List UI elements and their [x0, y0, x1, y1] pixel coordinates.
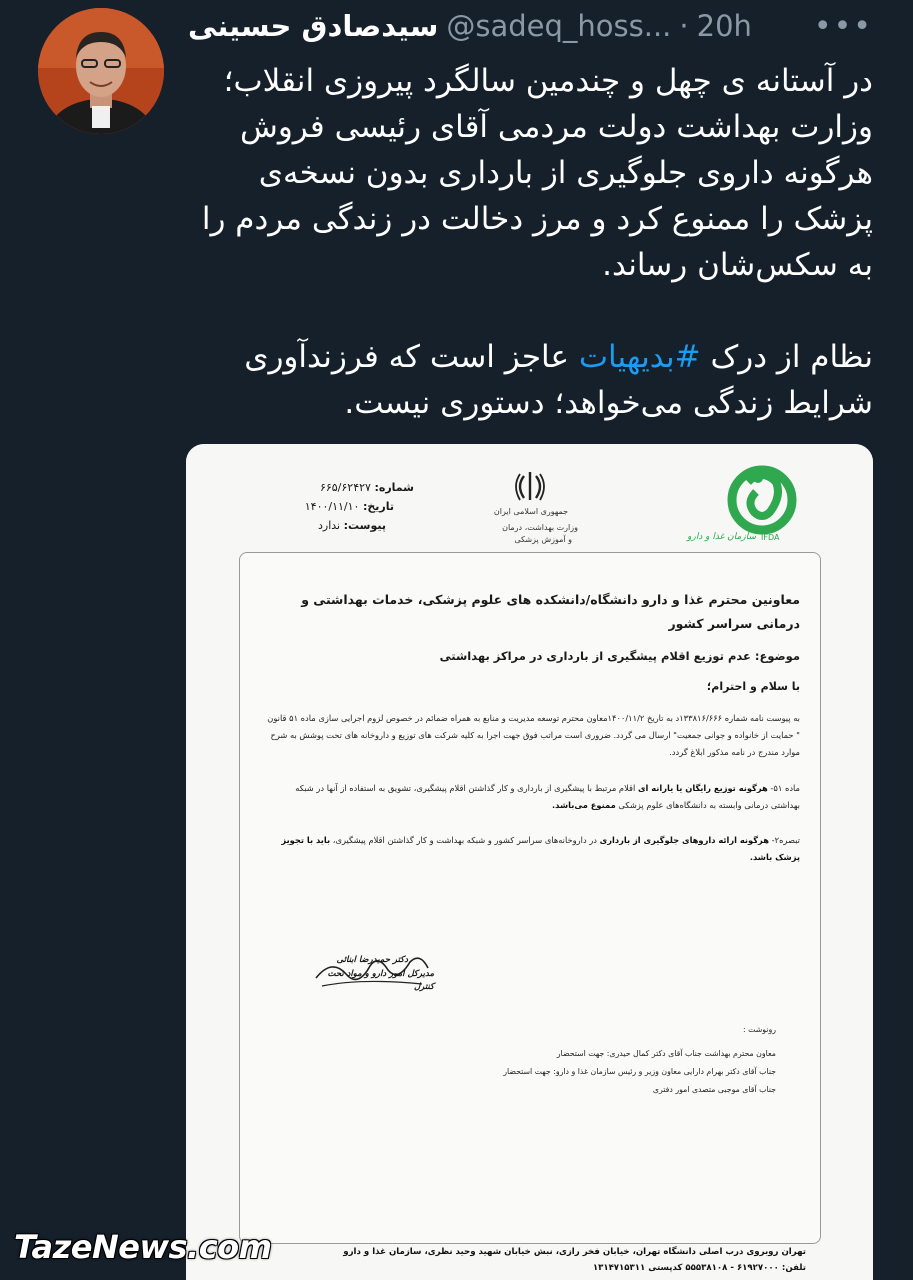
- letter-number-label: شماره:: [374, 481, 414, 494]
- ministry-label-2: و آموزش پزشکی: [514, 535, 572, 544]
- cc-line-3: جناب آقای موجبی متصدی امور دفتری: [652, 1085, 776, 1094]
- letter-date-label: تاریخ:: [362, 500, 394, 513]
- cc-line-2: جناب آقای دکتر بهرام دارایی معاون وزیر و رئیس سازمان غذا و دارو: جهت استحضار: [503, 1067, 776, 1076]
- tweet-paragraph-2: [186, 334, 873, 426]
- tweet-paragraph-2-end: عاجز است که فرزندآوری شرایط زندگی می‌خواهد؛ دستوری نیست.: [244, 339, 873, 421]
- p3-bold: هرگونه ارائه داروهای جلوگیری از بارداری: [599, 835, 769, 845]
- ministry-label-1: وزارت بهداشت، درمان: [502, 523, 578, 532]
- tweet-text-2: [186, 334, 873, 426]
- letter-footer-phone: تلفن: ۶۱۹۲۷۰۰۰ - ۵۵۵۳۸۱۰۸ کدپستی ۱۳۱۴۷۱۵۳۱۱: [592, 1263, 806, 1273]
- signature-name: دکتر حمیدرضا ابنائی: [336, 955, 408, 965]
- author-display-name[interactable]: سیدصادق حسینی: [188, 9, 439, 43]
- p3-bold-end: باید با تجویز پزشک باشد.: [281, 835, 800, 862]
- letter-footer-address: تهران روبروی درب اصلی دانشگاه تهران، خیابان فخر رازی، نبش خیابان شهید وحید نظری، سازمان غذا و دارو: [343, 1247, 806, 1257]
- tweet-paragraph-1: در آستانه ی چهل و چندمین سالگرد پیروزی انقلاب؛ وزارت بهداشت دولت مردمی آقای رئیسی فروش هرگونه داروی جلوگیری از بارداری بدون نسخه‌ی پزشک را ممنوع کرد و مرز دخالت در زندگی مردم را به سکس‌شان رساند.: [201, 63, 873, 283]
- more-horizontal-icon[interactable]: •••: [813, 8, 873, 44]
- republic-label: جمهوری اسلامی ایران: [493, 507, 569, 516]
- iran-emblem-icon: [512, 468, 548, 504]
- tweet-text: [186, 58, 873, 288]
- tweet-timestamp[interactable]: 20h: [696, 9, 752, 43]
- signature-title: مدیرکل امور دارو و مواد تحت کنترل: [327, 969, 434, 992]
- header-separator: ·: [679, 9, 689, 43]
- cc-title: رونوشت :: [742, 1025, 776, 1034]
- tweet-media-image[interactable]: [186, 444, 873, 1280]
- letter-recipient: معاونین محترم غذا و دارو دانشگاه/دانشکده های علوم پزشکی، خدمات بهداشتی و درمانی سراسر کشور: [301, 592, 800, 631]
- letter-greeting: با سلام و احترام؛: [706, 680, 800, 693]
- letter-number-value: ۶۶۵/۶۲۴۲۷: [319, 481, 371, 494]
- site-watermark: TazeNews.com: [14, 1228, 272, 1266]
- letter-date-value: ۱۴۰۰/۱۱/۱۰: [304, 500, 360, 513]
- letter-paragraph-3: [266, 832, 800, 866]
- letter-attachment-label: پیوست:: [343, 519, 386, 532]
- fda-logo-abbr: IFDA: [761, 533, 780, 542]
- letter-date-line: [274, 498, 394, 515]
- p2-mid: اقلام مرتبط با پیشگیری از بارداری و کار گذاشتن اقلام پیشگیری، تشویق به استفاده از آنها در شبکه بهداشتی درمانی وابسته به دانشگاه‌های علوم پزشکی: [295, 783, 800, 810]
- p2-start: ماده ۵۱-: [767, 783, 800, 793]
- p2-bold-end: ممنوع می‌باشد.: [552, 800, 616, 810]
- p3-mid: در داروخانه‌های سراسر کشور و شبکه بهداشت و کار گذاشتن اقلام پیشگیری،: [330, 835, 600, 845]
- letter-subject: موضوع: عدم توزیع اقلام پیشگیری از بارداری در مراکز بهداشتی: [439, 649, 800, 663]
- author-avatar[interactable]: [38, 8, 164, 134]
- letter-paragraph-1: به پیوست نامه شماره ۱۳۳۸۱۶/۶۶۶د به تاریخ ۱۴۰۰/۱۱/۲معاون محترم توسعه مدیریت و منابع به همراه ضمائم در خصوص لزوم اجرایی سازی ماده ۵۱ قانون " حمایت از خانواده و جوانی جمعیت" ارسال می گردد. ضروری است مراتب فوق جهت اجرا به کلیه شرکت های توزیع و داروخانه های تحت پوشش به شرح موارد مندرج در نامه مذکور ابلاغ گردد.: [267, 713, 800, 757]
- letter-paragraph-2: [266, 780, 800, 814]
- letter-number-line: [274, 479, 414, 496]
- p2-bold: هرگونه توزیع رایگان یا یارانه ای: [637, 783, 768, 793]
- cc-line-1: معاون محترم بهداشت جناب آقای دکتر کمال حیدری: جهت استحضار: [556, 1049, 776, 1058]
- author-handle[interactable]: @sadeq_hoss...: [446, 9, 672, 43]
- tweet-paragraph-2-start: نظام از درک: [700, 339, 873, 375]
- hashtag-link[interactable]: #بدیهیات: [578, 339, 701, 375]
- fda-logo-caption: سازمان غذا و دارو: [687, 532, 756, 542]
- letter-attachment-value: ندارد: [318, 519, 341, 532]
- letter-attachment-line: [274, 517, 386, 534]
- p3-start: تبصره۲-: [768, 835, 800, 845]
- tweet-header: [188, 4, 873, 48]
